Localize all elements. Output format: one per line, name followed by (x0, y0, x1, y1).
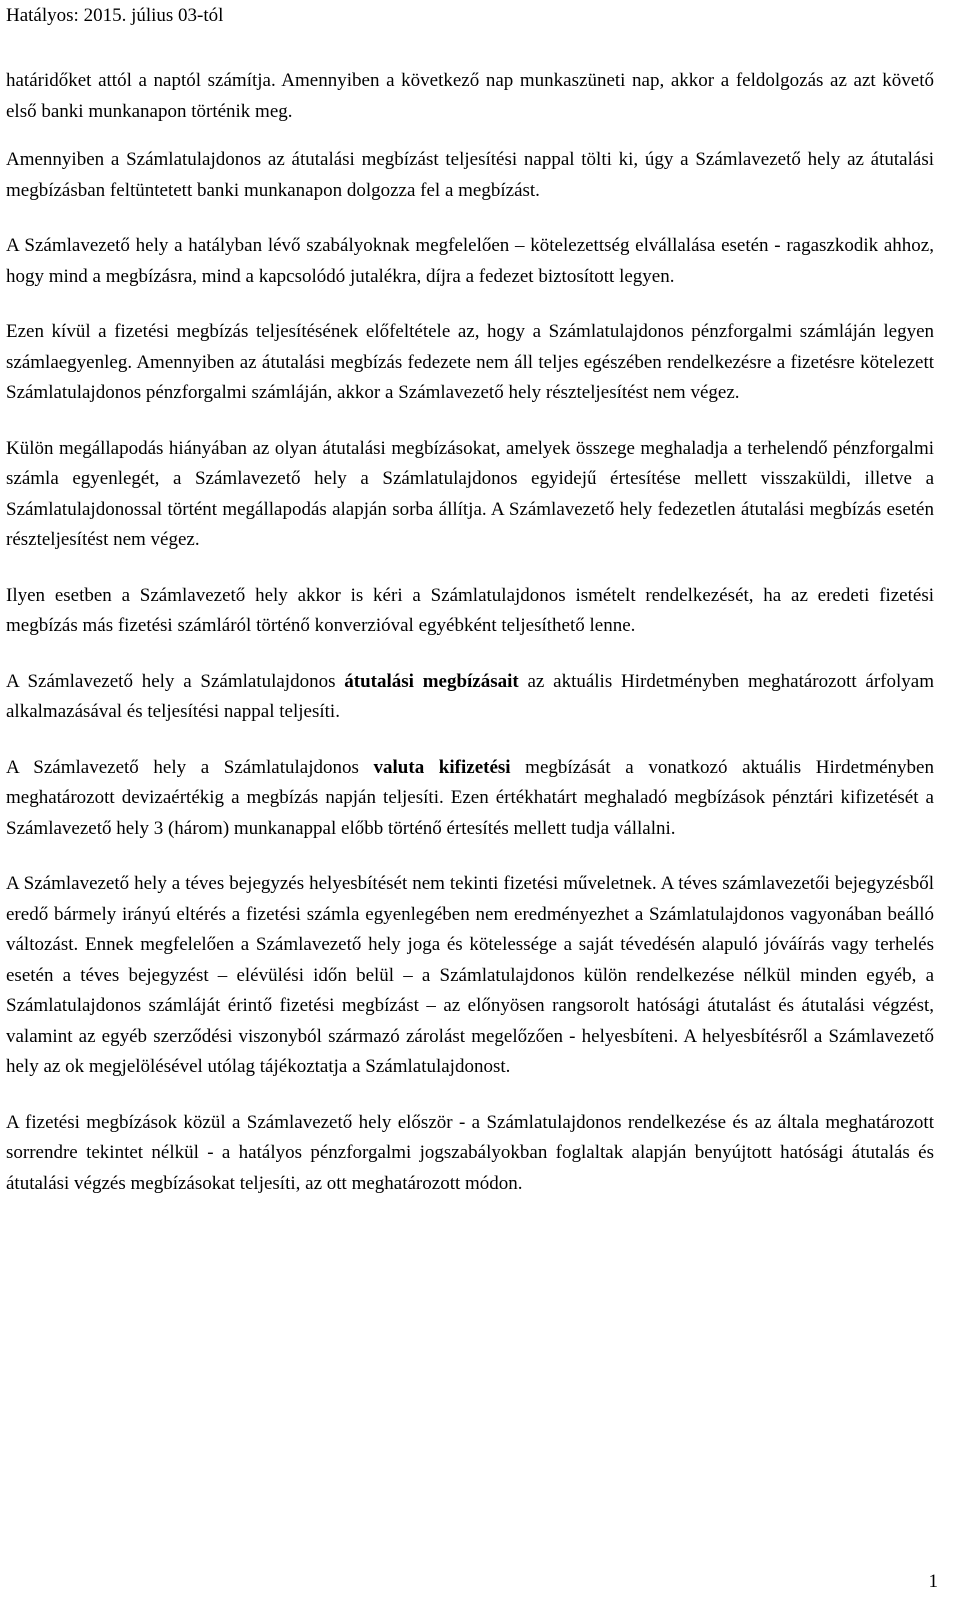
paragraph-transfer-orders (6, 667, 934, 728)
paragraph-insufficient-funds: Külön megállapodás hiányában az olyan átutalási megbízásokat, amelyek összege meghaladja a terhelendő pénzforgalmi számla egyenlegét, a Számlavezető hely a Számlatulajdonos egyidejű értesítése mellett visszaküldi, illetve a Számlatulajdonossal történt megállapodás alapján sorba állítja. A Számlavezető hely fedezetlen átutalási megbízás esetén részteljesítést nem végez. (6, 437, 934, 550)
paragraph-value-date: Amennyiben a Számlatulajdonos az átutalási megbízást teljesítési nappal tölti ki, úgy a Számlavezető hely az átutalási megbízásban feltüntetett banki munkanapon dolgozza fel a megbízást. (6, 149, 934, 201)
currency-payout-bold: valuta kifizetési (373, 756, 511, 778)
page-header (6, 4, 223, 28)
paragraph-coverage-requirement: A Számlavezető hely a hatályban lévő szabályoknak megfelelően – kötelezettség elvállalása esetén - ragaszkodik ahhoz, hogy mind a megbízásra, mind a kapcsolódó jutalékra, díjra a fedezet biztosított legyen. (6, 235, 934, 287)
paragraph-balance-precondition: Ezen kívül a fizetési megbízás teljesítésének előfeltétele az, hogy a Számlatulajdonos pénzforgalmi számláján legyen számlaegyenleg. Amennyiben az átutalási megbízás fedezete nem áll teljes egészében rendelkezésre a fizetésre kötelezett Számlatulajdonos pénzforgalmi számláján, akkor a Számlavezető hely részteljesítést nem végez. (6, 321, 934, 403)
transfer-orders-text-before: A Számlavezető hely a Számlatulajdonos (6, 670, 345, 692)
paragraph-erroneous-entry: A Számlavezető hely a téves bejegyzés helyesbítését nem tekinti fizetési műveletnek. A téves számlavezetői bejegyzésből eredő bármely irányú eltérés a fizetési számla egyenlegében nem eredményezhet a Számlatulajdonos vagyonában beálló változást. Ennek megfelelően a Számlavezető hely joga és kötelessége a saját tévedésén alapuló jóváírás vagy terhelés esetén a téves bejegyzést – elévülési időn belül – a Számlatulajdonos külön rendelkezése nélkül minden egyéb, a Számlatulajdonos számláját érintő fizetési megbízást – az előnyösen rangsorolt hatósági átutalást és átutalási végzést, valamint az egyéb szerződési viszonyból származó zárolást megelőzően - helyesbíteni. A helyesbítésről a Számlavezető hely az ok megjelölésével utólag tájékoztatja a Számlatulajdonost. (6, 873, 934, 1077)
paragraph-currency-payout (6, 753, 934, 845)
paragraph-processing-deadline: határidőket attól a naptól számítja. Amennyiben a következő nap munkaszüneti nap, akkor a feldolgozás az azt követő első banki munkanapon történik meg. (6, 70, 934, 122)
currency-payout-text-after: megbízását a vonatkozó aktuális Hirdetményben meghatározott devizaértékig a megbízás napján teljesíti. Ezen értékhatárt meghaladó megbízások pénztári kifizetését a Számlavezető hely 3 (három) munkanappal előbb történő értesítés mellett tudja vállalni. (6, 756, 934, 839)
transfer-orders-bold: átutalási megbízásait (344, 670, 519, 692)
transfer-orders-text-after: az aktuális Hirdetményben meghatározott árfolyam alkalmazásával és teljesítési nappal teljesíti. (6, 670, 934, 722)
paragraph-repeated-instruction: Ilyen esetben a Számlavezető hely akkor is kéri a Számlatulajdonos ismételt rendelkezését, ha az eredeti fizetési megbízás más fizetési számláról történő konverzióval egyébként teljesíthető lenne. (6, 584, 934, 636)
page-number: 1 (928, 1571, 938, 1592)
paragraph-order-priority: A fizetési megbízások közül a Számlavezető hely először - a Számlatulajdonos rendelkezése és az általa meghatározott sorrendre tekintet nélkül - a hatályos pénzforgalmi jogszabályokban foglaltak alapján benyújtott hatósági átutalás és átutalási végzés megbízásokat teljesíti, az ott meghatározott módon. (6, 1111, 934, 1194)
effective-date-text: Hatályos: 2015. július 03-tól (6, 5, 224, 26)
currency-payout-text-before: A Számlavezető hely a Számlatulajdonos (6, 756, 374, 778)
document-body (6, 66, 934, 1224)
